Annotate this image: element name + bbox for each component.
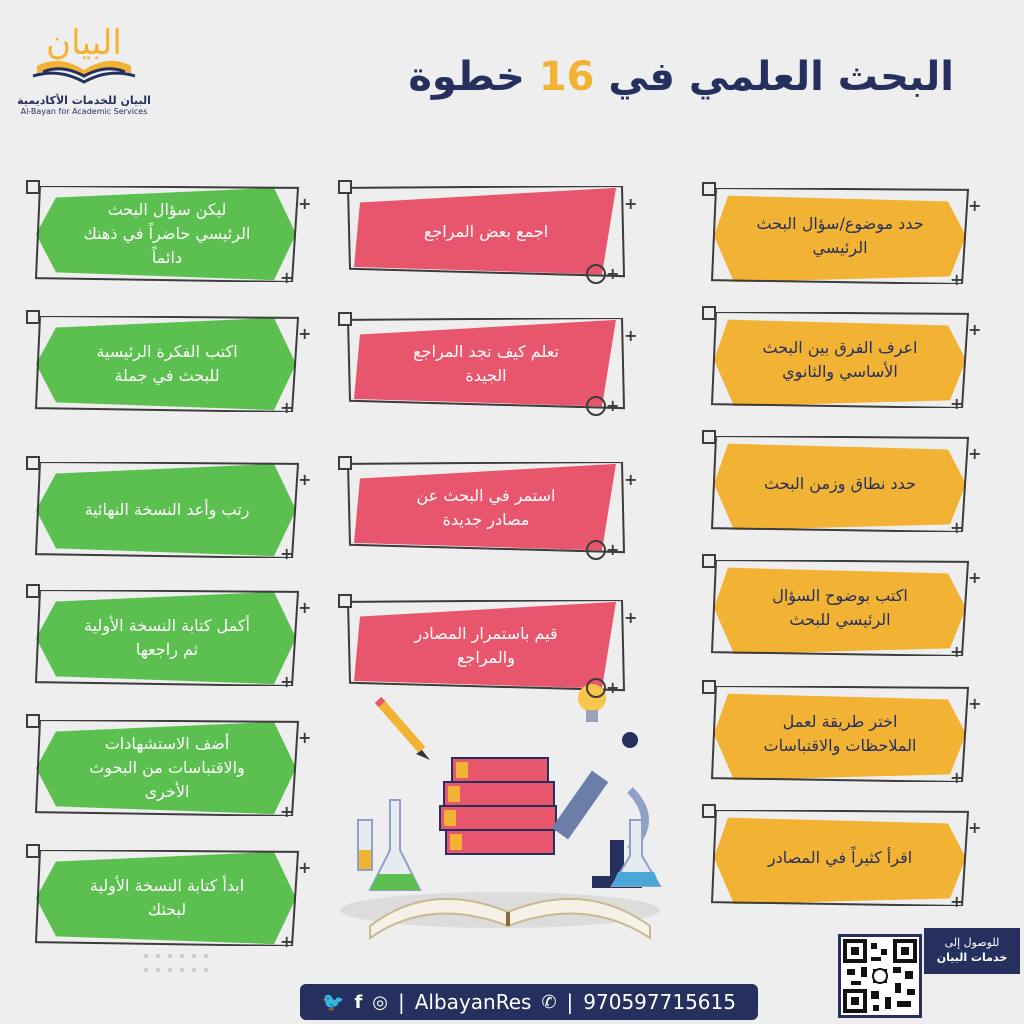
plus-icon: + <box>968 568 982 587</box>
svg-text:البيان: البيان <box>46 23 122 63</box>
step-label: تعلم كيف تجد المراجع الجيدة <box>413 342 559 385</box>
plus-icon: + <box>624 194 638 213</box>
plus-icon: + <box>298 598 312 617</box>
title-text-before: البحث العلمي في <box>594 54 954 100</box>
plus-icon: + <box>280 268 294 287</box>
qr-code[interactable] <box>838 934 922 1018</box>
plus-icon: + <box>950 270 964 289</box>
instagram-icon[interactable]: ◎ <box>372 991 388 1013</box>
steps-right-card <box>710 436 982 537</box>
plus-icon: + <box>624 470 638 489</box>
plus-icon: + <box>298 194 312 213</box>
circle-icon <box>586 396 606 416</box>
decorative-dots <box>140 950 240 990</box>
step-label: أكمل كتابة النسخة الأولية ثم راجعها <box>84 616 250 659</box>
step-label: اكتب الفكرة الرئيسية للبحث في جملة <box>96 342 238 385</box>
plus-icon: + <box>606 396 620 415</box>
footer-separator: | <box>398 990 405 1014</box>
steps-left-card <box>34 590 312 691</box>
steps-right-card <box>710 810 982 911</box>
logo-english-name: Al-Bayan for Academic Services <box>20 107 148 116</box>
step-label: رتب وأعد النسخة النهائية <box>84 500 250 519</box>
social-footer <box>300 984 758 1020</box>
qr-caption-line1: للوصول إلى <box>944 936 1000 949</box>
plus-icon: + <box>968 196 982 215</box>
corner-square-icon <box>26 456 40 470</box>
corner-square-icon <box>338 312 352 326</box>
step-label: اكتب بوضوح السؤال الرئيسي للبحث <box>772 586 908 629</box>
steps-left-card <box>34 720 312 821</box>
step-label: ليكن سؤال البحث الرئيسي حاضراً في ذهنك دائماً <box>83 200 251 267</box>
steps-left-card <box>34 316 312 417</box>
corner-square-icon <box>338 594 352 608</box>
corner-square-icon <box>26 584 40 598</box>
whatsapp-icon[interactable]: ✆ <box>541 991 557 1013</box>
plus-icon: + <box>950 642 964 661</box>
corner-square-icon <box>702 680 716 694</box>
plus-icon: + <box>606 264 620 283</box>
plus-icon: + <box>298 324 312 343</box>
pencil-icon <box>378 700 430 760</box>
plus-icon: + <box>280 672 294 691</box>
step-label: أضف الاستشهادات والاقتباسات من البحوث الأخرى <box>89 734 245 801</box>
logo-arabic-name: البيان للخدمات الأكاديمية <box>17 94 151 107</box>
corner-square-icon <box>702 430 716 444</box>
corner-square-icon <box>26 310 40 324</box>
step-label: ابدأ كتابة النسخة الأولية لبحثك <box>89 876 245 919</box>
plus-icon: + <box>280 398 294 417</box>
qr-code-icon <box>841 937 919 1015</box>
title-text-after: خطوة <box>408 54 539 100</box>
step-label: قيم باستمرار المصادر والمراجع <box>414 624 558 667</box>
corner-square-icon <box>338 180 352 194</box>
plus-icon: + <box>606 678 620 697</box>
steps-right-card <box>710 312 982 413</box>
plus-icon: + <box>950 518 964 537</box>
twitter-icon[interactable]: 🐦 <box>322 991 345 1013</box>
steps-left-card <box>34 850 312 951</box>
corner-square-icon <box>338 456 352 470</box>
step-label: حدد نطاق وزمن البحث <box>764 474 916 493</box>
step-label: اعرف الفرق بين البحث الأساسي والثانوي <box>762 338 918 381</box>
social-handle[interactable]: AlbayanRes <box>414 990 532 1014</box>
steps-right-card <box>710 686 982 787</box>
plus-icon: + <box>298 470 312 489</box>
title-number: 16 <box>538 54 595 100</box>
book-logo-icon <box>29 14 139 88</box>
corner-square-icon <box>26 714 40 728</box>
science-books-illustration <box>330 680 680 950</box>
facebook-icon[interactable]: f <box>354 991 363 1013</box>
step-label: حدد موضوع/سؤال البحث الرئيسي <box>756 214 924 257</box>
plus-icon: + <box>298 858 312 877</box>
plus-icon: + <box>624 608 638 627</box>
corner-square-icon <box>702 554 716 568</box>
corner-square-icon <box>702 306 716 320</box>
footer-separator-2: | <box>566 990 574 1014</box>
plus-icon: + <box>968 444 982 463</box>
step-label: اختر طريقة لعمل الملاحظات والاقتباسات <box>763 712 917 755</box>
step-label: استمر في البحث عن مصادر جديدة <box>416 486 556 529</box>
corner-square-icon <box>702 182 716 196</box>
plus-icon: + <box>950 394 964 413</box>
steps-middle-card <box>346 186 638 283</box>
step-label: اقرأ كثيراً في المصادر <box>767 848 913 867</box>
corner-square-icon <box>26 844 40 858</box>
corner-square-icon <box>26 180 40 194</box>
plus-icon: + <box>298 728 312 747</box>
page-title <box>408 54 954 100</box>
plus-icon: + <box>280 932 294 951</box>
steps-middle-card <box>346 462 638 559</box>
plus-icon: + <box>280 544 294 563</box>
circle-icon <box>586 264 606 284</box>
steps-right-card <box>710 188 982 289</box>
circle-icon <box>586 678 606 698</box>
phone-number[interactable]: 970597715615 <box>583 990 736 1014</box>
logo <box>14 14 154 116</box>
steps-right-card <box>710 560 982 661</box>
circle-icon <box>586 540 606 560</box>
qr-caption <box>924 928 1020 974</box>
qr-caption-line2: خدمات البيان <box>936 951 1008 964</box>
corner-square-icon <box>702 804 716 818</box>
step-label: اجمع بعض المراجع <box>423 222 549 241</box>
plus-icon: + <box>968 694 982 713</box>
plus-icon: + <box>950 768 964 787</box>
plus-icon: + <box>624 326 638 345</box>
plus-icon: + <box>968 818 982 837</box>
plus-icon: + <box>950 892 964 911</box>
plus-icon: + <box>968 320 982 339</box>
steps-middle-card <box>346 600 638 697</box>
steps-left-card <box>34 462 312 563</box>
steps-middle-card <box>346 318 638 415</box>
plus-icon: + <box>280 802 294 821</box>
steps-left-card <box>34 186 312 287</box>
plus-icon: + <box>606 540 620 559</box>
